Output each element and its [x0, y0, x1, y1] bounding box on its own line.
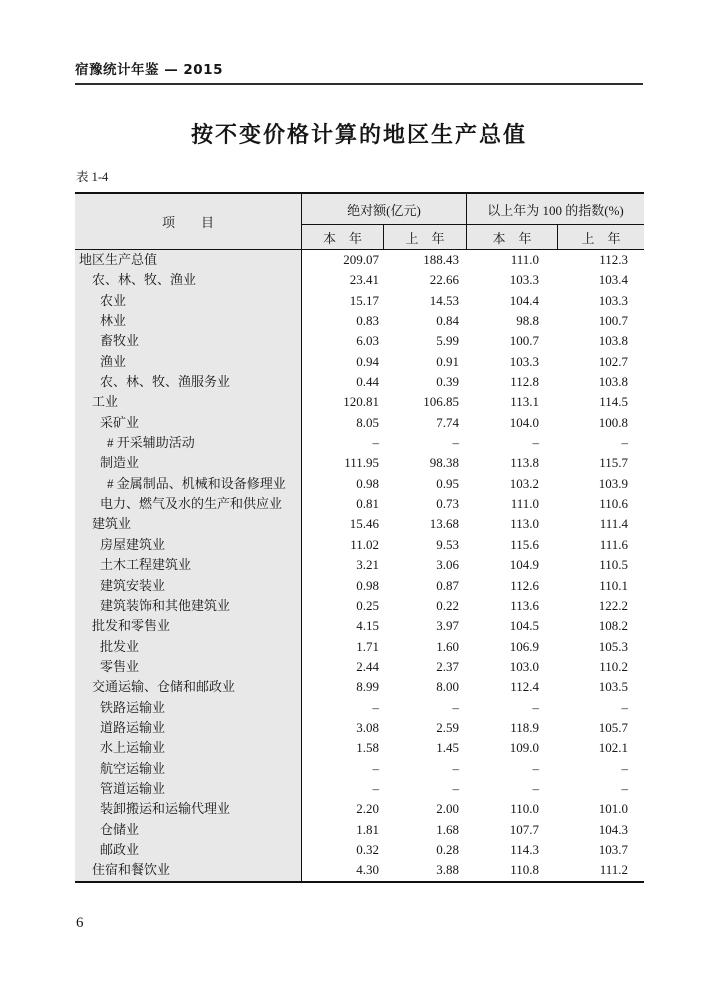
cell-abs-last-year: 14.53 [429, 292, 459, 308]
cell-idx-last-year: – [621, 760, 628, 776]
cell-idx-current-year: 113.0 [510, 516, 539, 532]
cell-abs-current-year: 0.98 [356, 577, 379, 593]
cell-abs-current-year: – [372, 780, 379, 796]
table-row [75, 637, 644, 657]
table-row [75, 474, 644, 494]
header-sub-row [302, 225, 644, 249]
row-label: 装卸搬运和运输代理业 [75, 799, 302, 819]
cell-abs-last-year: 98.38 [429, 455, 459, 471]
cell-abs-last-year: 2.37 [436, 658, 459, 674]
cell-idx-last-year: 102.7 [598, 353, 628, 369]
row-label: 邮政业 [75, 840, 302, 860]
table-row [75, 779, 644, 799]
masthead [75, 58, 643, 85]
cell-abs-current-year: 3.21 [356, 557, 379, 573]
table-row [75, 433, 644, 453]
table-row [75, 657, 644, 677]
cell-idx-last-year: – [621, 435, 628, 451]
row-label: 建筑业 [75, 514, 302, 534]
cell-abs-last-year: 8.00 [436, 679, 459, 695]
cell-idx-current-year: 111.0 [510, 252, 539, 267]
cell-abs-current-year: 1.81 [356, 821, 379, 837]
table-row [75, 718, 644, 738]
cell-abs-current-year: 11.02 [350, 536, 379, 552]
cell-abs-current-year: 4.15 [356, 618, 379, 634]
cell-idx-last-year: 110.1 [599, 577, 628, 593]
cell-abs-current-year: 0.81 [356, 496, 379, 512]
row-label: 交通运输、仓储和邮政业 [75, 677, 302, 697]
table-body [75, 250, 644, 881]
cell-abs-current-year: 15.46 [349, 516, 379, 532]
table-row [75, 331, 644, 351]
cell-idx-current-year: 104.9 [509, 557, 539, 573]
cell-idx-last-year: – [621, 699, 628, 715]
cell-idx-current-year: 115.6 [510, 536, 539, 552]
cell-idx-last-year: 103.4 [598, 272, 628, 288]
row-label: 建筑安装业 [75, 576, 302, 596]
row-label: 电力、燃气及水的生产和供应业 [75, 494, 302, 514]
cell-idx-current-year: 103.3 [509, 272, 539, 288]
cell-idx-current-year: 111.0 [510, 496, 539, 512]
table-row [75, 759, 644, 779]
cell-idx-last-year: 100.8 [598, 414, 628, 430]
row-label: 林业 [75, 311, 302, 331]
cell-idx-current-year: 106.9 [509, 638, 539, 654]
cell-abs-current-year: 6.03 [356, 333, 379, 349]
table-row [75, 840, 644, 860]
cell-abs-current-year: 2.20 [356, 801, 379, 817]
cell-abs-current-year: 3.08 [356, 719, 379, 735]
cell-idx-last-year: 108.2 [598, 618, 628, 634]
cell-idx-current-year: 110.8 [510, 862, 539, 878]
row-label: 地区生产总值 [75, 250, 302, 270]
cell-abs-current-year: – [372, 760, 379, 776]
cell-idx-current-year: 98.8 [516, 313, 539, 329]
row-label: 仓储业 [75, 820, 302, 840]
table-row [75, 799, 644, 819]
cell-idx-current-year: 110.0 [510, 801, 539, 817]
cell-abs-last-year: 13.68 [429, 516, 459, 532]
cell-idx-current-year: 118.9 [510, 719, 539, 735]
row-label: 畜牧业 [75, 331, 302, 351]
stub-header-label: 项 目 [161, 215, 214, 230]
table-row [75, 698, 644, 718]
cell-abs-last-year: 3.88 [436, 862, 459, 878]
row-label: 铁路运输业 [75, 698, 302, 718]
row-label: 道路运输业 [75, 718, 302, 738]
cell-idx-last-year: 103.3 [598, 292, 628, 308]
page-title: 按不变价格计算的地区生产总值 [190, 122, 527, 147]
table-row [75, 677, 644, 697]
header-group-row [302, 194, 644, 225]
cell-idx-current-year: 104.4 [509, 292, 539, 308]
cell-idx-last-year: 104.3 [598, 821, 628, 837]
row-label: 农、林、牧、渔服务业 [75, 372, 302, 392]
header-groups [302, 194, 644, 249]
cell-idx-current-year: – [532, 780, 539, 796]
row-label: # 开采辅助活动 [75, 433, 302, 453]
cell-idx-last-year: 110.2 [599, 658, 628, 674]
cell-idx-last-year: 102.1 [598, 740, 628, 756]
cell-abs-last-year: 106.85 [423, 394, 459, 410]
table-row [75, 311, 644, 331]
cell-abs-current-year: 2.44 [356, 658, 379, 674]
cell-idx-last-year: 103.8 [598, 333, 628, 349]
cell-idx-current-year: – [532, 760, 539, 776]
cell-abs-last-year: – [452, 760, 459, 776]
cell-idx-last-year: 114.5 [599, 394, 628, 410]
cell-idx-last-year: 103.5 [598, 679, 628, 695]
cell-abs-current-year: 4.30 [356, 862, 379, 878]
table-row [75, 820, 644, 840]
table-row [75, 372, 644, 392]
cell-idx-last-year: 111.2 [599, 862, 628, 878]
cell-abs-current-year: 15.17 [349, 292, 379, 308]
cell-idx-current-year: 109.0 [509, 740, 539, 756]
row-label: 批发和零售业 [75, 616, 302, 636]
subheader-idx-current-year: 本 年 [467, 225, 558, 249]
table-row [75, 413, 644, 433]
cell-idx-current-year: 112.8 [510, 374, 539, 390]
cell-abs-last-year: 9.53 [436, 536, 459, 552]
table-row [75, 352, 644, 372]
cell-idx-current-year: 103.3 [509, 353, 539, 369]
row-label: 土木工程建筑业 [75, 555, 302, 575]
row-label: 批发业 [75, 637, 302, 657]
cell-abs-last-year: 3.97 [436, 618, 459, 634]
row-label: 农业 [75, 291, 302, 311]
cell-abs-current-year: 120.81 [343, 394, 379, 410]
cell-idx-current-year: 114.3 [510, 841, 539, 857]
cell-abs-last-year: 2.59 [436, 719, 459, 735]
table-row [75, 616, 644, 636]
cell-abs-current-year: 111.95 [344, 455, 379, 471]
row-label: 农、林、牧、渔业 [75, 270, 302, 290]
cell-idx-last-year: 105.7 [598, 719, 628, 735]
cell-abs-current-year: 0.44 [356, 374, 379, 390]
row-label: 工业 [75, 392, 302, 412]
table-row [75, 555, 644, 575]
cell-abs-current-year: 209.07 [343, 252, 379, 267]
row-label: 管道运输业 [75, 779, 302, 799]
cell-abs-current-year: 0.83 [356, 313, 379, 329]
header-group-absolute: 绝对额(亿元) [302, 194, 467, 225]
cell-abs-current-year: – [372, 435, 379, 451]
cell-abs-last-year: 5.99 [436, 333, 459, 349]
row-label: # 金属制品、机械和设备修理业 [75, 474, 302, 494]
subheader-idx-last-year: 上 年 [581, 230, 621, 246]
cell-idx-current-year: 100.7 [509, 333, 539, 349]
cell-abs-last-year: 7.74 [436, 414, 459, 430]
cell-idx-current-year: – [532, 699, 539, 715]
cell-idx-current-year: 103.2 [509, 475, 539, 491]
row-label: 航空运输业 [75, 759, 302, 779]
row-label: 水上运输业 [75, 738, 302, 758]
cell-idx-current-year: 103.0 [509, 658, 539, 674]
table-row [75, 392, 644, 412]
table-row [75, 514, 644, 534]
cell-abs-current-year: 0.25 [356, 597, 379, 613]
cell-idx-last-year: 100.7 [598, 313, 628, 329]
cell-idx-current-year: 104.0 [509, 414, 539, 430]
cell-abs-last-year: 22.66 [429, 272, 459, 288]
cell-abs-current-year: 1.71 [356, 638, 379, 654]
row-label: 渔业 [75, 352, 302, 372]
cell-idx-current-year: 113.8 [510, 455, 539, 471]
subheader-abs-current-year: 本 年 [302, 225, 384, 249]
cell-abs-last-year: – [452, 699, 459, 715]
cell-idx-last-year: 105.3 [598, 638, 628, 654]
cell-idx-current-year: 112.4 [510, 679, 539, 695]
gdp-table [75, 192, 644, 883]
cell-abs-last-year: 0.28 [436, 841, 459, 857]
cell-abs-last-year: 3.06 [436, 557, 459, 573]
cell-idx-last-year: 103.8 [598, 374, 628, 390]
cell-idx-last-year: – [621, 780, 628, 796]
cell-abs-last-year: 0.84 [436, 313, 459, 329]
row-label: 住宿和餐饮业 [75, 860, 302, 880]
cell-abs-current-year: 1.58 [356, 740, 379, 756]
cell-idx-last-year: 110.6 [599, 496, 628, 512]
cell-idx-current-year: – [532, 435, 539, 451]
cell-idx-current-year: 104.5 [509, 618, 539, 634]
cell-idx-last-year: 110.5 [599, 557, 628, 573]
cell-abs-current-year: 8.99 [356, 679, 379, 695]
table-row [75, 596, 644, 616]
cell-abs-current-year: 0.94 [356, 353, 379, 369]
subheader-abs-last-year: 上 年 [384, 225, 467, 249]
cell-abs-current-year: 0.98 [356, 475, 379, 491]
cell-idx-current-year: 107.7 [509, 821, 539, 837]
cell-abs-last-year: 0.22 [436, 597, 459, 613]
table-row [75, 494, 644, 514]
cell-abs-last-year: 0.95 [436, 475, 459, 491]
cell-abs-current-year: 8.05 [356, 414, 379, 430]
table-row [75, 250, 644, 270]
cell-abs-last-year: 0.39 [436, 374, 459, 390]
cell-idx-last-year: 115.7 [599, 455, 628, 471]
stub-header-cell [75, 194, 302, 249]
cell-idx-last-year: 101.0 [598, 801, 628, 817]
cell-idx-last-year: 122.2 [598, 597, 628, 613]
cell-abs-last-year: 0.87 [436, 577, 459, 593]
row-label: 采矿业 [75, 413, 302, 433]
cell-idx-last-year: 103.7 [598, 841, 628, 857]
cell-idx-current-year: 113.1 [510, 394, 539, 410]
table-row [75, 738, 644, 758]
row-label: 建筑装饰和其他建筑业 [75, 596, 302, 616]
row-label: 零售业 [75, 657, 302, 677]
table-row [75, 860, 644, 880]
cell-abs-last-year: 1.45 [436, 740, 459, 756]
cell-abs-current-year: 0.32 [356, 841, 379, 857]
cell-idx-current-year: 113.6 [510, 597, 539, 613]
table-row [75, 576, 644, 596]
header-group-index: 以上年为 100 的指数(%) [467, 194, 644, 225]
row-label: 房屋建筑业 [75, 535, 302, 555]
table-number-label: 表 1-4 [76, 170, 109, 184]
cell-idx-current-year: 112.6 [510, 577, 539, 593]
cell-abs-current-year: – [372, 699, 379, 715]
page-number: 6 [76, 915, 84, 931]
row-label: 制造业 [75, 453, 302, 473]
masthead-text: 宿豫统计年鉴 — 2015 [75, 62, 223, 78]
cell-abs-last-year: 0.91 [436, 353, 459, 369]
cell-abs-current-year: 23.41 [349, 272, 379, 288]
cell-abs-last-year: 1.68 [436, 821, 459, 837]
cell-abs-last-year: – [452, 780, 459, 796]
table-row [75, 270, 644, 290]
cell-abs-last-year: 1.60 [436, 638, 459, 654]
cell-idx-last-year: 103.9 [598, 475, 628, 491]
table-row [75, 535, 644, 555]
table-row [75, 453, 644, 473]
cell-abs-last-year: – [452, 435, 459, 451]
table-header [75, 194, 644, 250]
cell-abs-last-year: 2.00 [436, 801, 459, 817]
cell-idx-last-year: 111.6 [599, 536, 628, 552]
cell-idx-last-year: 112.3 [599, 252, 628, 267]
cell-abs-last-year: 188.43 [423, 252, 459, 267]
cell-abs-last-year: 0.73 [436, 496, 459, 512]
cell-idx-last-year: 111.4 [599, 516, 628, 532]
table-row [75, 291, 644, 311]
